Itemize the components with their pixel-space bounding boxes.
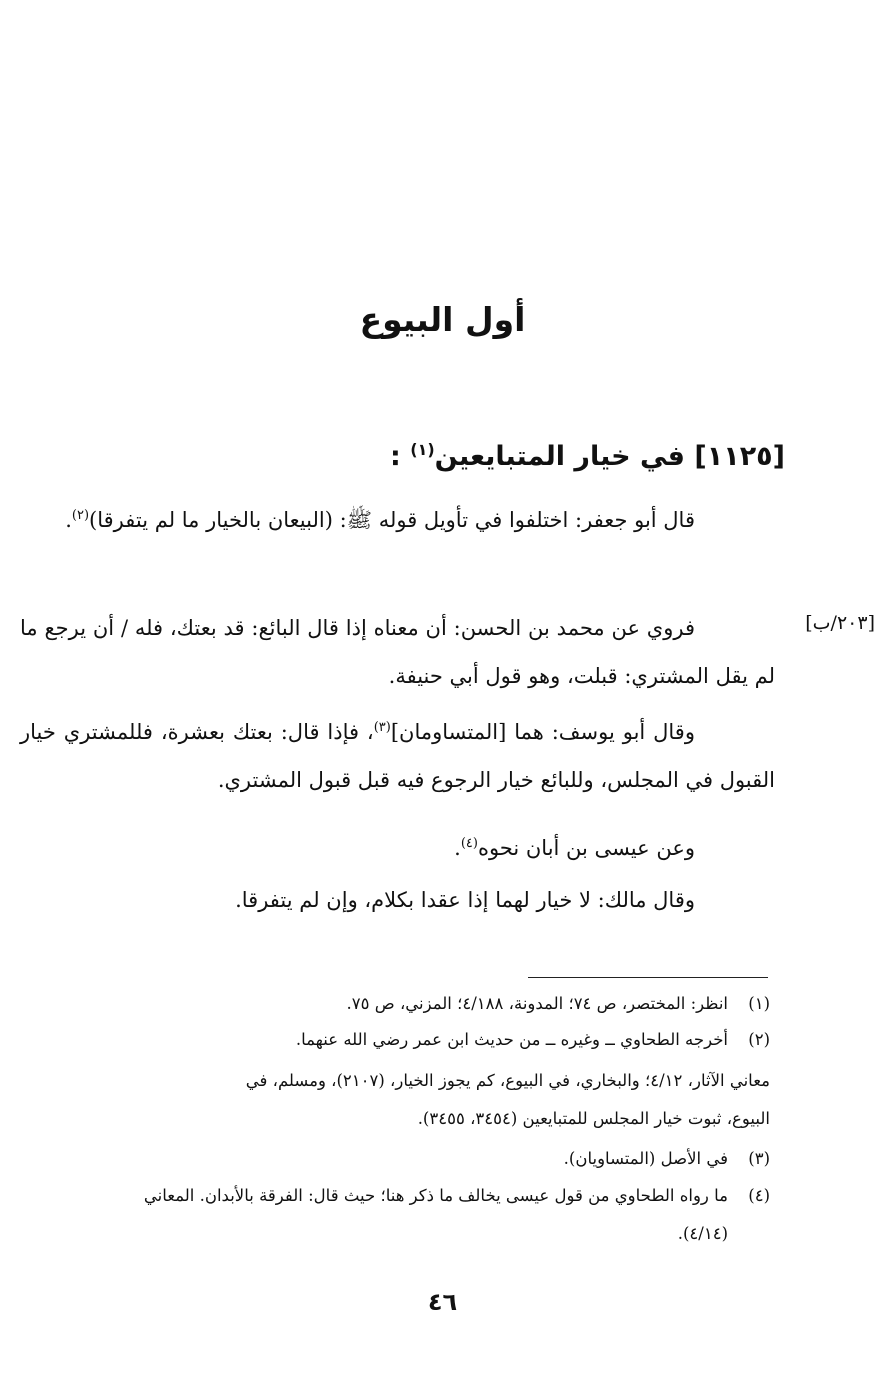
- margin-folio-note: [٢٠٣/ب]: [805, 612, 875, 634]
- paragraph-text: وقال مالك: لا خيار لهما إذا عقدا بكلام، وإن لم يتفرقا.: [235, 888, 695, 912]
- paragraph-text: وقال أبو يوسف: هما [المتساومان]: [390, 720, 695, 744]
- footnote-2-line-3: [20, 1103, 770, 1134]
- footnote-text: أخرجه الطحاوي ــ وغيره ــ من حديث ابن عمر رضي الله عنهما.: [295, 1030, 728, 1049]
- section-title: في خيار المتبايعين: [434, 441, 685, 472]
- section-colon: :: [390, 441, 401, 472]
- footnote-3: [20, 1143, 770, 1174]
- footnote-4-line-2: [0, 1218, 728, 1249]
- footnote-number: (١): [748, 994, 770, 1013]
- paragraph-1: قال أبو جعفر: اختلفوا في تأويل قوله ﷺ: (البيعان بالخيار ما لم يتفرقا)$^{(٢)}$.: [65, 508, 695, 532]
- section-heading: [85, 440, 785, 472]
- paragraph-5: [20, 876, 775, 924]
- footnote-ref[interactable]: (١): [410, 440, 435, 459]
- paragraph-4: وعن عيسى بن أبان نحوه$^{(٤)}$.: [454, 836, 695, 860]
- footnote-4: [20, 1180, 770, 1211]
- footnote-number: (٤): [748, 1186, 770, 1205]
- section-number: [١١٢٥]: [694, 441, 785, 472]
- footnote-number: (٢): [748, 1030, 770, 1049]
- paragraph-3: [20, 704, 775, 804]
- paragraph-text: قال أبو جعفر: اختلفوا في تأويل قوله ﷺ: (البيعان بالخيار ما لم يتفرقا): [89, 508, 695, 532]
- footnote-text: ما رواه الطحاوي من قول عيسى يخالف ما ذكر هنا؛ حيث قال: الفرقة بالأبدان. المعاني: [143, 1186, 728, 1205]
- page-number: ٤٦: [427, 1288, 458, 1316]
- footnote-2: [20, 1024, 770, 1055]
- footnote-number: (٣): [748, 1149, 770, 1168]
- paragraph-text: فروي عن محمد بن الحسن: أن معناه إذا قال البائع: قد بعتك، فله / أن يرجع ما لم يقل المشتري: قبلت، وهو قول أبي حنيفة.: [20, 616, 775, 688]
- paragraph-text: وعن عيسى بن أبان نحوه: [477, 836, 695, 860]
- footnote-ref[interactable]: (٢): [71, 508, 90, 523]
- footnote-ref[interactable]: (٤): [460, 836, 478, 851]
- footnote-text: (٤/١٤).: [677, 1224, 728, 1243]
- paragraph-2: [20, 604, 775, 700]
- chapter-title: أول البيوع: [359, 300, 526, 339]
- footnote-ref[interactable]: (٣): [373, 720, 391, 735]
- footnote-text: البيوع، ثبوت خيار المجلس للمتبايعين (٣٤٥٤، ٣٤٥٥).: [417, 1109, 770, 1128]
- footnote-text: في الأصل (المتساويان).: [563, 1149, 728, 1168]
- footnote-1: [20, 988, 770, 1019]
- footnote-2-line-2: [20, 1065, 770, 1096]
- footnote-text: انظر: المختصر، ص ٧٤؛ المدونة، ٤/١٨٨؛ المزني، ص ٧٥.: [346, 994, 728, 1013]
- paragraph-text: ، فإذا قال: بعتك بعشرة، فللمشتري خيار القبول في المجلس، وللبائع خيار الرجوع فيه قبل قبول المشتري.: [20, 720, 775, 792]
- footnote-separator: [528, 977, 768, 978]
- footnote-text: معاني الآثار، ٤/١٢؛ والبخاري، في البيوع، كم يجوز الخيار، (٢١٠٧)، ومسلم، في: [245, 1071, 770, 1090]
